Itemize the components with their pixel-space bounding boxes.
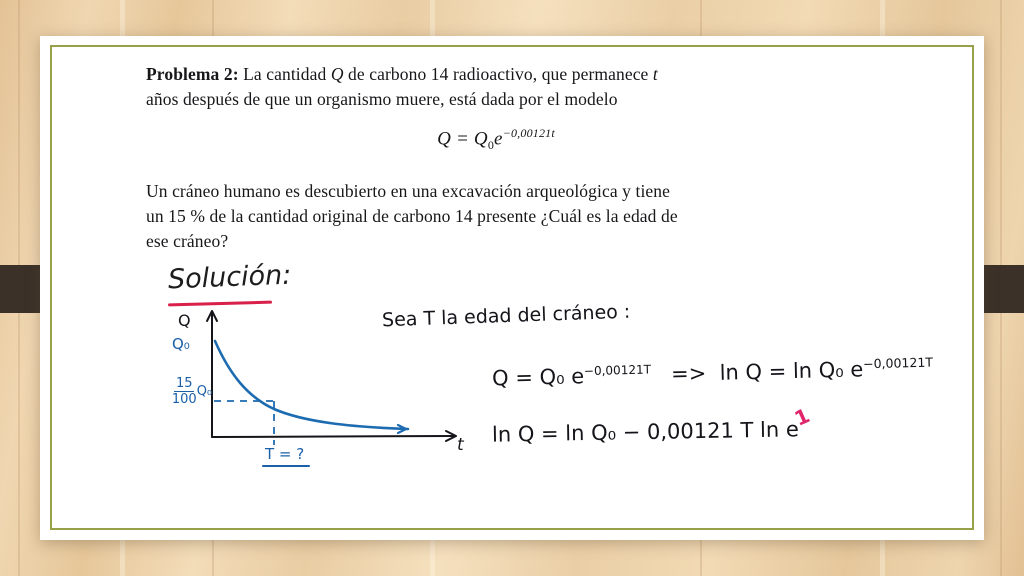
problem-text-2a: Un cráneo humano es descubierto en una excavación arqueológica y tiene xyxy=(146,181,671,202)
problem-statement xyxy=(146,62,846,254)
red-annotation-mark: 1 xyxy=(790,403,814,431)
graph-x-axis-label: t xyxy=(457,435,464,455)
problem-text-1a: La cantidad xyxy=(238,64,331,84)
graph-label-fraction xyxy=(166,377,218,406)
formula-subscript: 0 xyxy=(487,138,495,153)
graph-label-t-underline xyxy=(262,465,310,467)
problem-text-2b: un 15 % de la cantidad original de carbono 14 presente ¿Cuál es la edad de xyxy=(146,206,678,227)
eq-arrow: => xyxy=(670,361,707,387)
problem-paragraph-1 xyxy=(146,62,846,112)
eq-left: Q = Q₀ e xyxy=(491,364,585,391)
problem-label: Problema 2: xyxy=(146,64,239,84)
handwritten-line-3: ln Q = ln Q₀ − 0,00121 T ln e xyxy=(491,417,799,447)
eq-right: ln Q = ln Q₀ e xyxy=(719,357,864,385)
handwritten-line-1: Sea T la edad del cráneo : xyxy=(381,300,631,332)
handwritten-solucion-heading: Solución: xyxy=(167,259,292,296)
fraction-suffix: Q₀ xyxy=(196,384,213,399)
eq-right-exponent: −0,00121T xyxy=(862,354,934,372)
graph-y-axis-label: Q xyxy=(178,311,191,330)
problem-text-2c: ese cráneo? xyxy=(146,231,229,252)
variable-t: t xyxy=(652,64,658,84)
formula-lhs: Q = Q xyxy=(437,128,488,150)
decay-curve xyxy=(215,341,408,429)
eq-left-exponent: −0,00121T xyxy=(583,362,652,379)
handwritten-graph xyxy=(170,305,480,470)
variable-q: Q xyxy=(330,64,344,84)
problem-text-1b: de carbono 14 radioactivo, que permanece xyxy=(343,64,653,84)
formula-base: e xyxy=(494,128,503,150)
graph-label-t-unknown: T = ? xyxy=(265,445,305,463)
problem-paragraph-2 xyxy=(146,179,846,254)
x-axis xyxy=(212,436,454,437)
formula-exponent: −0,00121t xyxy=(502,126,555,140)
model-formula xyxy=(146,126,846,153)
graph-label-q0: Q₀ xyxy=(172,335,190,353)
problem-text-line2: años después de que un organismo muere, está dada por el modelo xyxy=(146,89,618,109)
fraction-numerator: 15 xyxy=(176,376,193,391)
fraction-denominator: 100 xyxy=(171,392,197,407)
